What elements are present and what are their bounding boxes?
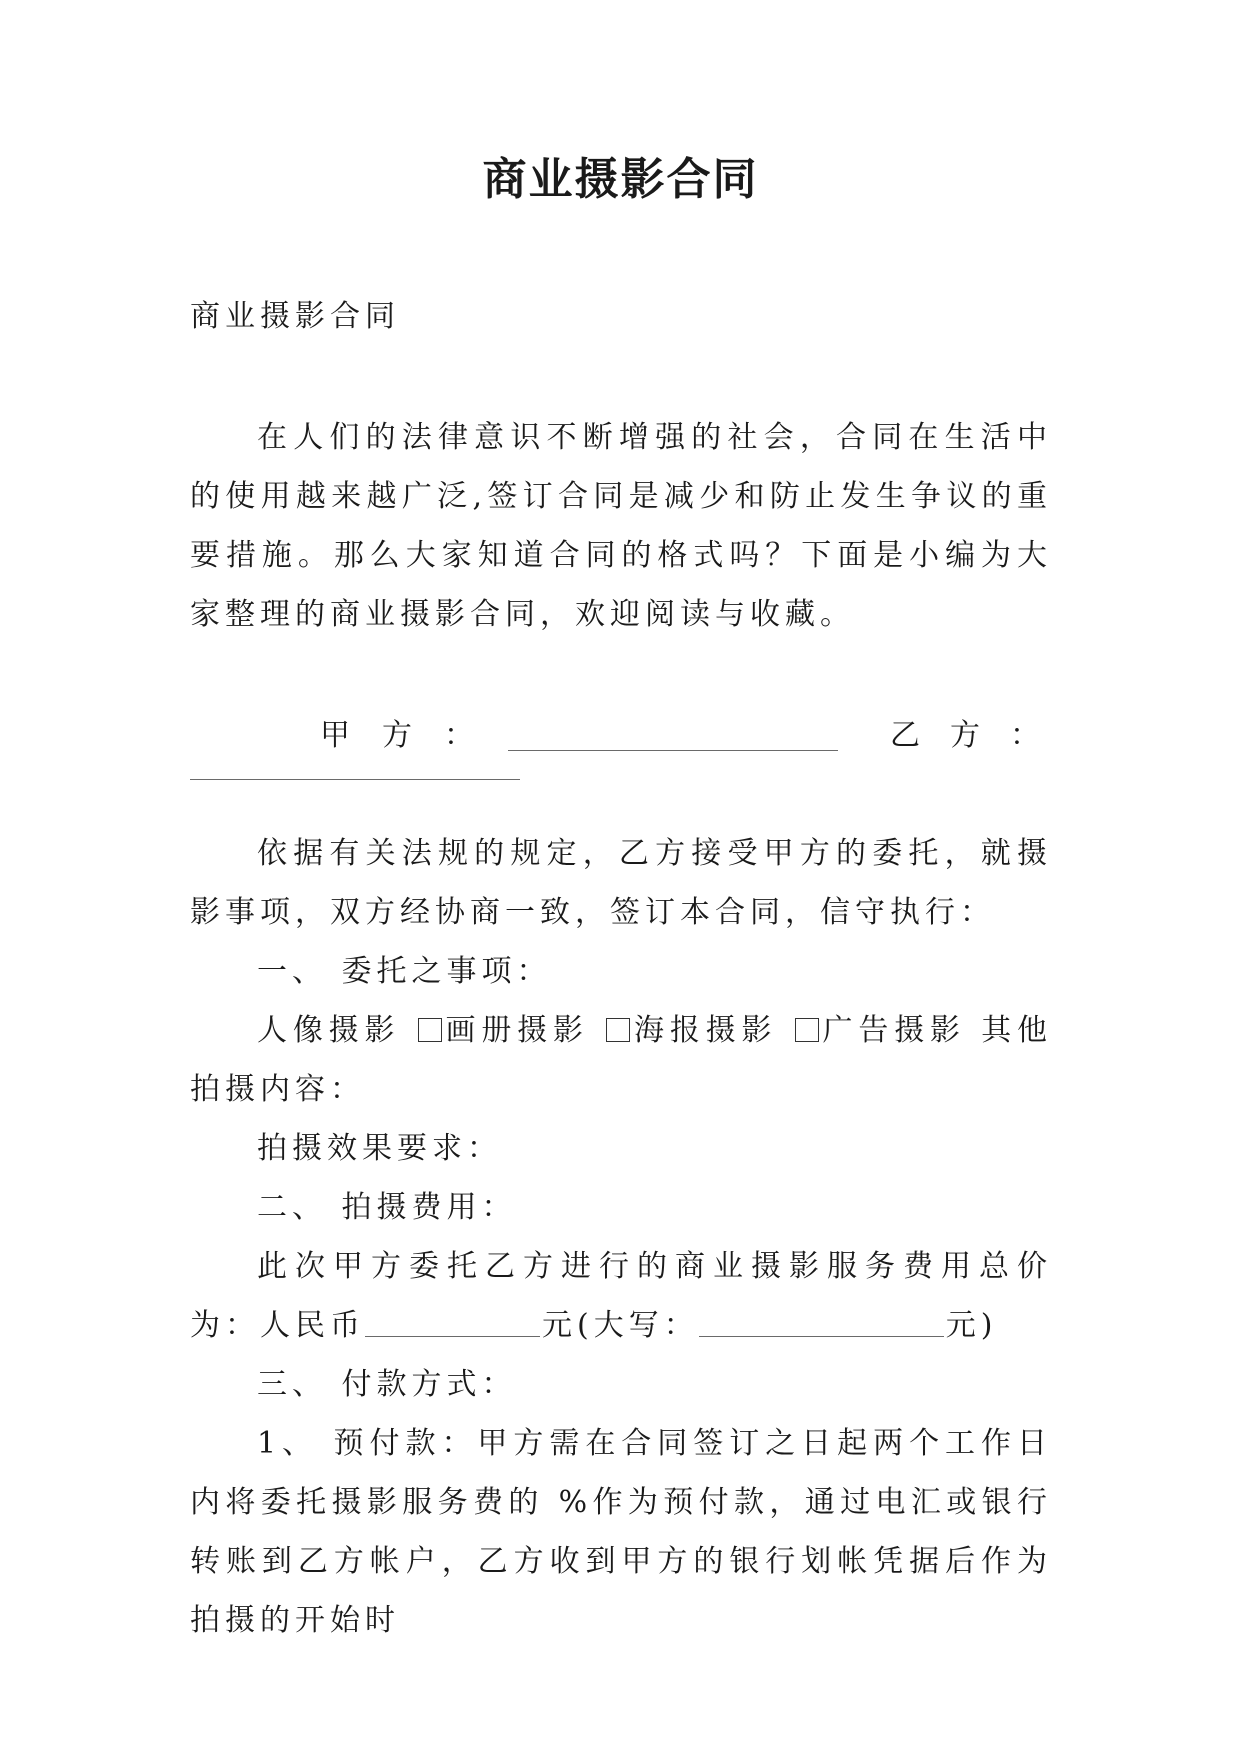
section-3-heading: 三、 付款方式： xyxy=(257,1367,517,1402)
party-b-char-1: 乙 xyxy=(890,718,920,753)
service-options xyxy=(190,1001,1052,1119)
fee-unit: 元(大写： xyxy=(542,1308,699,1343)
checkbox-icon xyxy=(418,1018,442,1042)
party-a-char-2: 方 xyxy=(382,718,412,753)
fee-amount-blank xyxy=(365,1296,540,1337)
party-a-char-1: 甲 xyxy=(320,718,350,753)
fee-text: 此次甲方委托乙方进行的商业摄影服务费用总价为：人民币 xyxy=(190,1249,1052,1343)
party-b-char-3: ： xyxy=(1010,718,1040,753)
checkbox-icon xyxy=(606,1018,630,1042)
fee-paragraph xyxy=(190,1237,1052,1355)
option-portrait: 人像摄影 xyxy=(257,1013,401,1048)
intro-paragraph: 在人们的法律意识不断增强的社会，合同在生活中的使用越来越广泛,签订合同是减少和防止发生争议的重要措施。那么大家知道合同的格式吗？下面是小编为大家整理的商业摄影合同，欢迎阅读与收藏。 xyxy=(190,420,1052,632)
effect-requirement: 拍摄效果要求： xyxy=(257,1131,502,1166)
party-b-char-2: 方 xyxy=(950,718,980,753)
section-1-heading: 一、 委托之事项： xyxy=(257,954,552,989)
document-subtitle: 商业摄影合同 xyxy=(190,299,400,334)
option-other: 其他拍摄内容： xyxy=(190,1013,1053,1107)
document-title: 商业摄影合同 xyxy=(482,154,759,205)
party-b-label xyxy=(890,706,1070,765)
option-poster: 海报摄影 xyxy=(633,1013,778,1048)
fee-unit-end: 元) xyxy=(945,1308,998,1343)
party-a-char-3: ： xyxy=(444,718,474,753)
option-album: 画册摄影 xyxy=(444,1013,589,1048)
preamble-paragraph: 依据有关法规的规定，乙方接受甲方的委托，就摄影事项，双方经协商一致，签订本合同，信守执行： xyxy=(190,836,1052,930)
fee-uppercase-blank xyxy=(699,1296,944,1337)
checkbox-icon xyxy=(795,1018,819,1042)
section-2-heading: 二、 拍摄费用： xyxy=(257,1190,517,1225)
party-b-blank xyxy=(190,737,520,780)
party-b-blank-line xyxy=(190,765,1052,824)
document-body xyxy=(190,287,1052,1650)
payment-item-1: 1、 预付款：甲方需在合同签订之日起两个工作日内将委托摄影服务费的 %作为预付款，通过电汇或银行转账到乙方帐户，乙方收到甲方的银行划帐凭据后作为拍摄的开始时 xyxy=(190,1426,1052,1638)
party-a-blank xyxy=(508,708,838,751)
option-advertising: 广告摄影 xyxy=(821,1013,966,1048)
